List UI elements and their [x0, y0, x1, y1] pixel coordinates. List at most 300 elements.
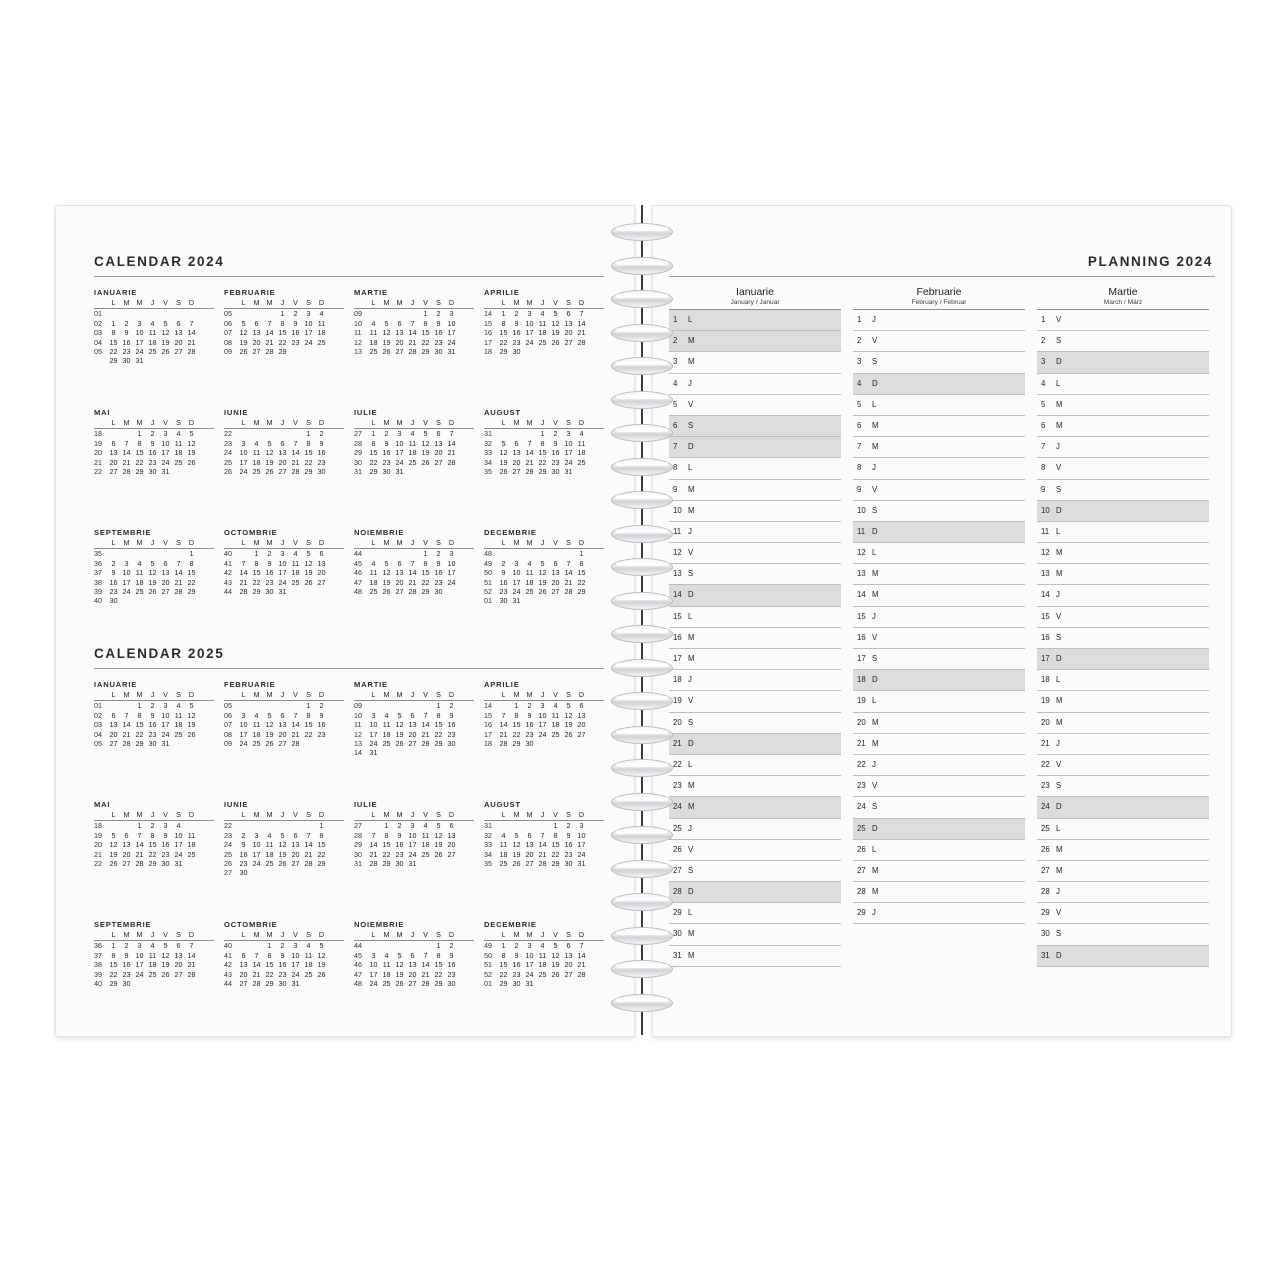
month-name: AUGUST	[484, 408, 521, 417]
day-cell: 4	[137, 558, 142, 568]
day-cell: 3	[449, 549, 454, 559]
day-cell	[172, 467, 185, 476]
planning-day-row[interactable]	[669, 882, 841, 903]
week-number: 32	[484, 438, 492, 448]
day-cell: 30	[317, 467, 326, 477]
day-cell: 15	[278, 328, 287, 338]
day-letter: L	[872, 548, 877, 558]
week-number: 49	[484, 558, 492, 568]
day-cell: 3	[163, 821, 168, 831]
month-name: IANUARIE	[94, 288, 138, 297]
planning-day-row[interactable]	[1037, 543, 1209, 564]
day-cell	[172, 356, 185, 365]
planning-day-row[interactable]	[853, 480, 1025, 501]
day-letter: V	[872, 781, 878, 791]
day-number: 18	[857, 675, 866, 685]
planning-day-row[interactable]	[669, 628, 841, 649]
day-letter: V	[688, 844, 694, 854]
day-cell: 2	[150, 429, 155, 439]
planning-day-row[interactable]	[853, 734, 1025, 755]
planning-day-row[interactable]	[853, 776, 1025, 797]
planning-day-row[interactable]	[853, 543, 1025, 564]
day-cell	[380, 748, 393, 757]
planning-day-row[interactable]	[1037, 946, 1209, 967]
planning-day-row[interactable]	[853, 670, 1025, 691]
day-cell: 18	[382, 729, 391, 739]
week-number: 29	[354, 448, 362, 458]
day-cell: 16	[434, 328, 443, 338]
day-cell	[133, 596, 146, 605]
day-cell	[263, 701, 276, 710]
day-cell: 26	[265, 467, 274, 477]
day-number: 6	[1041, 420, 1046, 430]
day-number: 4	[857, 378, 862, 388]
day-cell	[380, 309, 393, 318]
month-name: MARTIE	[354, 288, 388, 297]
day-cell: 5	[267, 438, 272, 448]
day-cell: 15	[499, 960, 508, 970]
day-letter: M	[1056, 548, 1063, 558]
day-cell: 24	[135, 347, 144, 357]
planning-day-row[interactable]	[669, 437, 841, 458]
month-name: Ianuarie	[736, 286, 774, 298]
planning-day-row[interactable]	[669, 395, 841, 416]
day-cell	[263, 429, 276, 438]
week-number: 40	[224, 941, 232, 951]
week-number: 45	[354, 950, 362, 960]
planning-day-row[interactable]	[669, 797, 841, 818]
planning-day-row[interactable]	[669, 352, 841, 373]
planning-day-row[interactable]	[669, 458, 841, 479]
day-cell: 14	[265, 328, 274, 338]
planning-day-row[interactable]	[1037, 649, 1209, 670]
planning-day-row[interactable]	[1037, 585, 1209, 606]
day-cell: 25	[148, 969, 157, 979]
day-cell: 10	[369, 960, 378, 970]
month-table	[94, 429, 198, 476]
right-page	[652, 205, 1232, 1037]
day-number: 2	[673, 336, 678, 346]
day-number: 11	[1041, 526, 1050, 536]
planning-day-row[interactable]	[669, 946, 841, 967]
day-number: 4	[673, 378, 678, 388]
day-cell: 9	[514, 318, 519, 328]
day-cell: 6	[397, 318, 402, 328]
spiral-ring	[611, 592, 673, 610]
planning-day-row[interactable]	[853, 649, 1025, 670]
day-cell: 31	[135, 356, 144, 366]
planning-day-row[interactable]	[1037, 310, 1209, 331]
day-cell: 5	[384, 318, 389, 328]
month-table	[224, 941, 328, 988]
day-cell: 15	[265, 960, 274, 970]
day-letter: M	[872, 442, 879, 452]
day-cell: 9	[319, 438, 324, 448]
day-number: 24	[857, 802, 866, 812]
day-cell	[315, 979, 328, 988]
day-cell: 26	[187, 729, 196, 739]
day-cell: 2	[267, 549, 272, 559]
day-cell: 8	[150, 830, 155, 840]
day-cell: 16	[148, 448, 157, 458]
day-cell: 4	[254, 710, 259, 720]
planning-day-row[interactable]	[1037, 437, 1209, 458]
day-cell	[575, 596, 588, 605]
day-cell: 6	[410, 710, 415, 720]
day-cell: 9	[514, 950, 519, 960]
planning-day-row[interactable]	[669, 776, 841, 797]
day-cell	[289, 868, 302, 877]
day-cell: 18	[265, 849, 274, 859]
spiral-ring	[611, 491, 673, 509]
planning-day-row[interactable]	[1037, 903, 1209, 924]
week-number: 02	[94, 318, 102, 328]
planning-day-row[interactable]	[1037, 458, 1209, 479]
spiral-ring	[611, 793, 673, 811]
day-cell: 26	[161, 347, 170, 357]
day-cell: 15	[421, 568, 430, 578]
planning-day-row[interactable]	[1037, 797, 1209, 818]
day-cell: 5	[384, 558, 389, 568]
planning-day-row[interactable]	[853, 628, 1025, 649]
day-cell: 27	[434, 457, 443, 467]
day-cell	[263, 821, 276, 830]
month-name: Martie	[1108, 286, 1138, 298]
planning-day-row[interactable]	[1037, 713, 1209, 734]
planning-day-row[interactable]	[1037, 522, 1209, 543]
day-number: 26	[1041, 844, 1050, 854]
day-cell: 20	[122, 849, 131, 859]
day-cell: 8	[384, 830, 389, 840]
planning-day-row[interactable]	[1037, 819, 1209, 840]
mini-month	[224, 920, 344, 988]
day-cell: 24	[291, 969, 300, 979]
week-number: 07	[224, 720, 232, 730]
day-cell	[393, 701, 406, 710]
planning-day-row[interactable]	[669, 713, 841, 734]
day-cell: 23	[551, 457, 560, 467]
planning-day-row[interactable]	[853, 458, 1025, 479]
day-cell: 3	[137, 318, 142, 328]
planning-day-row[interactable]	[853, 416, 1025, 437]
day-letter: M	[688, 950, 695, 960]
day-cell	[536, 739, 549, 748]
planning-day-row[interactable]	[1037, 501, 1209, 522]
day-cell: 15	[317, 840, 326, 850]
planning-day-row[interactable]	[669, 543, 841, 564]
day-cell: 3	[579, 821, 584, 831]
planning-day-row[interactable]	[853, 882, 1025, 903]
planning-day-row[interactable]	[853, 585, 1025, 606]
day-cell: 16	[447, 960, 456, 970]
day-cell: 12	[434, 830, 443, 840]
day-cell: 17	[239, 729, 248, 739]
week-number: 49	[484, 941, 492, 951]
day-cell: 8	[371, 438, 376, 448]
day-cell: 17	[538, 720, 547, 730]
planning-day-row[interactable]	[1037, 416, 1209, 437]
day-cell: 26	[421, 457, 430, 467]
day-cell: 10	[161, 710, 170, 720]
day-cell: 13	[317, 558, 326, 568]
day-cell: 11	[174, 438, 183, 448]
mini-month	[94, 408, 214, 476]
planning-day-row[interactable]	[853, 501, 1025, 522]
planning-day-row[interactable]	[669, 501, 841, 522]
day-cell: 26	[512, 859, 521, 869]
day-cell: 9	[150, 710, 155, 720]
planning-day-row[interactable]	[669, 522, 841, 543]
day-number: 10	[857, 505, 866, 515]
day-cell: 23	[148, 457, 157, 467]
planning-day-row[interactable]	[1037, 331, 1209, 352]
planning-day-row[interactable]	[669, 585, 841, 606]
left-page	[55, 205, 635, 1037]
day-letter: M	[688, 802, 695, 812]
day-cell	[133, 549, 146, 558]
day-cell: 4	[267, 830, 272, 840]
day-cell: 20	[577, 720, 586, 730]
day-cell: 28	[265, 347, 274, 357]
day-cell: 1	[514, 701, 519, 711]
day-cell	[406, 701, 419, 710]
day-cell: 27	[447, 849, 456, 859]
planning-day-row[interactable]	[1037, 670, 1209, 691]
planning-day-row[interactable]	[1037, 395, 1209, 416]
day-cell	[523, 596, 536, 605]
planning-day-row[interactable]	[669, 564, 841, 585]
week-number: 18	[94, 821, 102, 831]
weekday-header: L M M J V S D	[94, 298, 214, 309]
day-letter: M	[1056, 399, 1063, 409]
planning-day-row[interactable]	[669, 903, 841, 924]
week-number: 24	[224, 448, 232, 458]
planning-day-row[interactable]	[669, 840, 841, 861]
day-cell: 21	[122, 457, 131, 467]
day-cell: 22	[304, 457, 313, 467]
day-number: 29	[857, 908, 866, 918]
planning-day-row[interactable]	[1037, 861, 1209, 882]
day-cell: 5	[280, 830, 285, 840]
day-cell: 12	[395, 960, 404, 970]
planning-day-row[interactable]	[669, 861, 841, 882]
planning-day-row[interactable]	[1037, 352, 1209, 373]
day-cell: 24	[408, 849, 417, 859]
day-cell: 25	[187, 849, 196, 859]
month-table	[354, 309, 458, 356]
day-cell: 19	[499, 457, 508, 467]
day-cell: 29	[187, 587, 196, 597]
day-cell: 27	[174, 347, 183, 357]
planning-day-row[interactable]	[669, 310, 841, 331]
day-cell	[302, 587, 315, 596]
day-cell: 15	[109, 960, 118, 970]
planning-day-row[interactable]	[669, 819, 841, 840]
planning-day-row[interactable]	[1037, 374, 1209, 395]
planning-day-row[interactable]	[853, 437, 1025, 458]
planning-day-row[interactable]	[853, 861, 1025, 882]
day-cell: 4	[410, 429, 415, 439]
day-number: 14	[673, 590, 682, 600]
month-table	[224, 309, 328, 356]
planning-day-row[interactable]	[669, 734, 841, 755]
planning-day-row[interactable]	[669, 670, 841, 691]
planning-day-row[interactable]	[669, 649, 841, 670]
day-cell: 27	[395, 587, 404, 597]
day-cell: 31	[408, 859, 417, 869]
day-cell: 1	[280, 309, 285, 319]
day-cell: 16	[239, 849, 248, 859]
day-cell: 16	[109, 577, 118, 587]
day-cell: 28	[577, 337, 586, 347]
day-cell: 17	[447, 328, 456, 338]
day-cell: 13	[122, 840, 131, 850]
planning-day-row[interactable]	[853, 374, 1025, 395]
planning-day-row[interactable]	[669, 924, 841, 945]
day-cell: 13	[551, 568, 560, 578]
day-cell: 22	[304, 729, 313, 739]
planning-day-row[interactable]	[853, 819, 1025, 840]
day-cell: 24	[304, 337, 313, 347]
day-cell: 13	[278, 720, 287, 730]
planning-day-row[interactable]	[853, 755, 1025, 776]
day-cell: 15	[135, 720, 144, 730]
day-cell	[185, 979, 198, 988]
day-cell	[523, 429, 536, 438]
day-cell: 8	[189, 558, 194, 568]
day-cell: 5	[423, 429, 428, 439]
day-cell: 15	[304, 448, 313, 458]
day-cell	[510, 549, 523, 558]
week-number: 42	[224, 960, 232, 970]
day-cell: 30	[447, 739, 456, 749]
planning-day-row[interactable]	[853, 331, 1025, 352]
day-cell: 9	[384, 438, 389, 448]
planning-day-row[interactable]	[853, 564, 1025, 585]
day-cell: 19	[382, 577, 391, 587]
week-number: 19	[94, 438, 102, 448]
planning-day-row[interactable]	[669, 331, 841, 352]
planning-day-row[interactable]	[1037, 691, 1209, 712]
day-cell: 18	[499, 849, 508, 859]
day-cell: 24	[447, 337, 456, 347]
day-cell: 27	[408, 739, 417, 749]
planning-day-row[interactable]	[1037, 776, 1209, 797]
planning-day-row[interactable]	[1037, 755, 1209, 776]
planning-day-row[interactable]	[853, 522, 1025, 543]
day-cell: 24	[525, 969, 534, 979]
month-name: Februarie	[916, 286, 962, 298]
day-cell: 15	[369, 448, 378, 458]
day-cell: 24	[239, 467, 248, 477]
week-number: 09	[354, 309, 362, 319]
day-cell	[120, 821, 133, 830]
planning-day-row[interactable]	[669, 607, 841, 628]
day-letter: L	[688, 611, 693, 621]
planning-day-row[interactable]	[1037, 564, 1209, 585]
day-cell: 9	[319, 710, 324, 720]
spiral-ring	[611, 927, 673, 945]
day-cell: 15	[434, 960, 443, 970]
day-cell: 7	[371, 830, 376, 840]
day-cell	[133, 309, 146, 318]
planning-day-row[interactable]	[853, 691, 1025, 712]
planning-day-row[interactable]	[853, 395, 1025, 416]
week-number: 18	[484, 739, 492, 749]
day-number: 12	[1041, 548, 1050, 558]
planning-day-row[interactable]	[669, 691, 841, 712]
day-cell: 28	[135, 859, 144, 869]
day-number: 7	[857, 442, 862, 452]
planning-day-row[interactable]	[1037, 607, 1209, 628]
planning-day-row[interactable]	[1037, 628, 1209, 649]
mini-month	[94, 288, 214, 366]
planning-day-row[interactable]	[853, 797, 1025, 818]
day-cell: 17	[395, 448, 404, 458]
calendar-2025-title: CALENDAR 2025	[94, 646, 225, 661]
day-cell: 17	[525, 960, 534, 970]
planning-day-row[interactable]	[853, 352, 1025, 373]
weekday-header: L M M J V S D	[354, 418, 474, 429]
day-cell	[120, 309, 133, 318]
planning-day-row[interactable]	[1037, 840, 1209, 861]
planning-day-row[interactable]	[669, 755, 841, 776]
planning-day-row[interactable]	[1037, 924, 1209, 945]
day-cell: 8	[306, 438, 311, 448]
planning-day-row[interactable]	[669, 480, 841, 501]
day-cell	[367, 941, 380, 950]
day-cell: 19	[434, 840, 443, 850]
day-cell: 7	[423, 710, 428, 720]
day-cell: 23	[564, 849, 573, 859]
planning-day-row[interactable]	[853, 713, 1025, 734]
planning-day-row[interactable]	[853, 310, 1025, 331]
planning-day-row[interactable]	[669, 374, 841, 395]
weekday-header: L M M J V S D	[354, 810, 474, 821]
day-cell: 29	[265, 979, 274, 989]
planning-day-row[interactable]	[1037, 480, 1209, 501]
day-cell: 5	[397, 710, 402, 720]
day-cell: 1	[111, 941, 116, 951]
day-cell: 4	[384, 950, 389, 960]
planning-day-row[interactable]	[853, 840, 1025, 861]
day-cell: 11	[577, 438, 586, 448]
planning-day-row[interactable]	[1037, 882, 1209, 903]
day-cell: 11	[499, 840, 508, 850]
planning-day-row[interactable]	[669, 416, 841, 437]
planning-day-row[interactable]	[853, 607, 1025, 628]
day-cell: 1	[501, 309, 506, 319]
day-cell	[302, 739, 315, 748]
day-letter: L	[1056, 526, 1061, 536]
day-letter: M	[688, 781, 695, 791]
day-cell: 31	[278, 587, 287, 597]
day-cell: 21	[499, 729, 508, 739]
day-cell	[107, 821, 120, 830]
day-cell: 20	[161, 577, 170, 587]
day-number: 22	[673, 759, 682, 769]
mini-month	[224, 680, 344, 748]
day-number: 3	[1041, 357, 1046, 367]
month-name: IANUARIE	[94, 680, 138, 689]
day-letter: S	[1056, 484, 1062, 494]
planning-day-row[interactable]	[853, 903, 1025, 924]
planning-day-row[interactable]	[1037, 734, 1209, 755]
day-cell	[146, 309, 159, 318]
day-cell: 28	[577, 969, 586, 979]
day-cell: 11	[551, 710, 560, 720]
day-cell: 27	[109, 739, 118, 749]
